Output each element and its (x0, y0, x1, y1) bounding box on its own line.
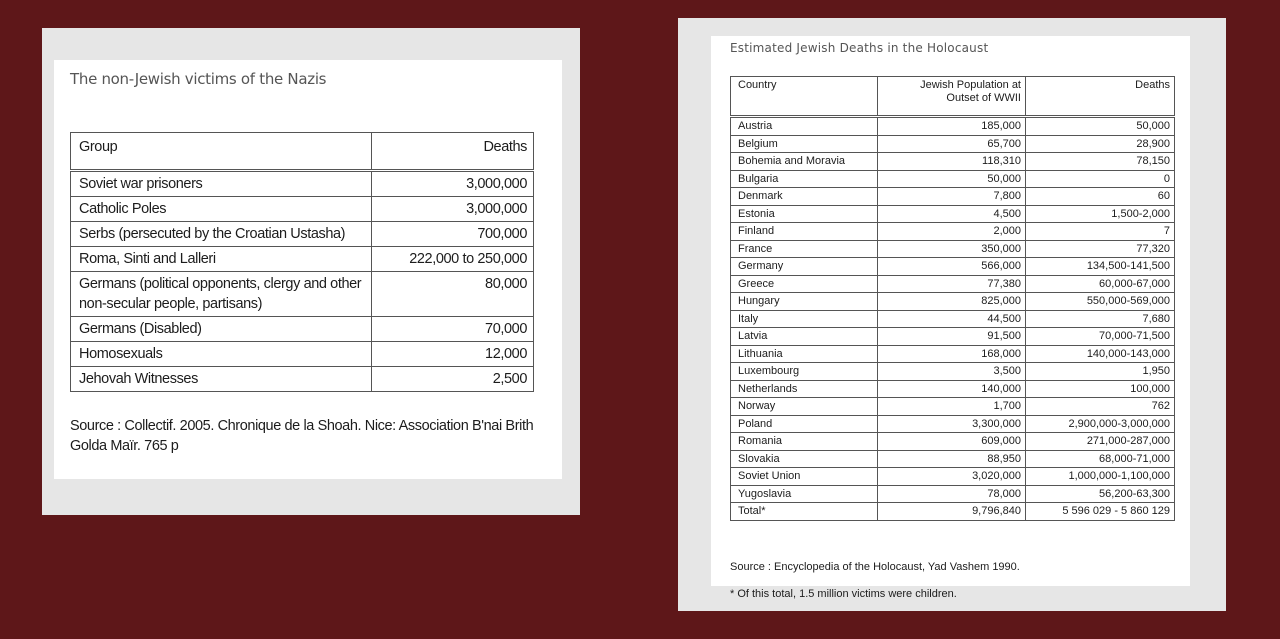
deaths-cell: 1,000,000-1,100,000 (1026, 468, 1175, 486)
table-row (731, 380, 1175, 398)
table-row (731, 450, 1175, 468)
group-cell: Roma, Sinti and Lalleri (71, 247, 372, 272)
deaths-cell: 5 596 029 - 5 860 129 (1026, 503, 1175, 521)
country-cell: Italy (731, 310, 878, 328)
group-cell: Soviet war prisoners (71, 171, 372, 197)
country-cell: Poland (731, 415, 878, 433)
table-row (731, 223, 1175, 241)
header-deaths: Deaths (1026, 77, 1175, 117)
deaths-cell: 50,000 (1026, 117, 1175, 136)
header-country: Country (731, 77, 878, 117)
country-cell: Germany (731, 258, 878, 276)
table-row (71, 197, 534, 222)
country-cell: Belgium (731, 135, 878, 153)
population-cell: 3,300,000 (878, 415, 1026, 433)
population-cell: 7,800 (878, 188, 1026, 206)
table-header-row (731, 77, 1175, 117)
group-cell: Serbs (persecuted by the Croatian Ustasha) (71, 222, 372, 247)
table-row (731, 310, 1175, 328)
deaths-cell: 2,900,000-3,000,000 (1026, 415, 1175, 433)
deaths-cell: 550,000-569,000 (1026, 293, 1175, 311)
table-header-row (71, 133, 534, 171)
left-card-title: The non-Jewish victims of the Nazis (70, 70, 327, 88)
table-row (731, 415, 1175, 433)
header-population: Jewish Population at Outset of WWII (878, 77, 1026, 117)
table-row (731, 275, 1175, 293)
country-cell: Soviet Union (731, 468, 878, 486)
country-cell: Denmark (731, 188, 878, 206)
population-cell: 9,796,840 (878, 503, 1026, 521)
table-row (731, 205, 1175, 223)
population-cell: 44,500 (878, 310, 1026, 328)
deaths-cell: 70,000 (372, 317, 534, 342)
group-cell: Germans (political opponents, clergy and other non-secular people, partisans) (71, 272, 372, 317)
table-row (731, 433, 1175, 451)
table-row (731, 468, 1175, 486)
country-cell: Greece (731, 275, 878, 293)
group-cell: Jehovah Witnesses (71, 367, 372, 392)
deaths-cell: 2,500 (372, 367, 534, 392)
deaths-cell: 3,000,000 (372, 171, 534, 197)
table-row (731, 503, 1175, 521)
population-cell: 2,000 (878, 223, 1026, 241)
table-row (71, 272, 534, 317)
table-row (731, 363, 1175, 381)
population-cell: 88,950 (878, 450, 1026, 468)
deaths-cell: 60 (1026, 188, 1175, 206)
table-row (731, 153, 1175, 171)
country-cell: France (731, 240, 878, 258)
deaths-cell: 3,000,000 (372, 197, 534, 222)
table-row (71, 222, 534, 247)
country-cell: Luxembourg (731, 363, 878, 381)
deaths-cell: 7 (1026, 223, 1175, 241)
deaths-cell: 70,000-71,500 (1026, 328, 1175, 346)
left-card (42, 28, 580, 515)
country-cell: Latvia (731, 328, 878, 346)
country-cell: Lithuania (731, 345, 878, 363)
population-cell: 350,000 (878, 240, 1026, 258)
non-jewish-victims-table (70, 132, 534, 392)
country-cell: Norway (731, 398, 878, 416)
table-row (731, 135, 1175, 153)
deaths-cell: 134,500-141,500 (1026, 258, 1175, 276)
group-cell: Catholic Poles (71, 197, 372, 222)
population-cell: 825,000 (878, 293, 1026, 311)
header-deaths: Deaths (372, 133, 534, 171)
deaths-cell: 56,200-63,300 (1026, 485, 1175, 503)
table-row (731, 258, 1175, 276)
population-cell: 566,000 (878, 258, 1026, 276)
deaths-cell: 271,000-287,000 (1026, 433, 1175, 451)
group-cell: Germans (Disabled) (71, 317, 372, 342)
population-cell: 118,310 (878, 153, 1026, 171)
population-cell: 609,000 (878, 433, 1026, 451)
right-card-title: Estimated Jewish Deaths in the Holocaust (730, 41, 989, 55)
country-cell: Netherlands (731, 380, 878, 398)
table-row (731, 293, 1175, 311)
population-cell: 78,000 (878, 485, 1026, 503)
deaths-cell: 28,900 (1026, 135, 1175, 153)
country-cell: Slovakia (731, 450, 878, 468)
population-cell: 3,500 (878, 363, 1026, 381)
table-row (731, 345, 1175, 363)
deaths-cell: 7,680 (1026, 310, 1175, 328)
table-row (71, 342, 534, 367)
deaths-cell: 100,000 (1026, 380, 1175, 398)
country-cell: Austria (731, 117, 878, 136)
deaths-cell: 700,000 (372, 222, 534, 247)
population-cell: 168,000 (878, 345, 1026, 363)
country-cell: Bohemia and Moravia (731, 153, 878, 171)
left-card-content (54, 60, 562, 479)
table-row (71, 317, 534, 342)
deaths-cell: 80,000 (372, 272, 534, 317)
country-cell: Bulgaria (731, 170, 878, 188)
table-row (71, 247, 534, 272)
table-row (71, 367, 534, 392)
population-cell: 91,500 (878, 328, 1026, 346)
table-row (731, 485, 1175, 503)
right-card-content (711, 36, 1190, 600)
country-cell: Estonia (731, 205, 878, 223)
population-cell: 77,380 (878, 275, 1026, 293)
population-cell: 185,000 (878, 117, 1026, 136)
country-cell: Yugoslavia (731, 485, 878, 503)
table-row (731, 117, 1175, 136)
group-cell: Homosexuals (71, 342, 372, 367)
country-cell: Finland (731, 223, 878, 241)
table-row (731, 188, 1175, 206)
population-cell: 140,000 (878, 380, 1026, 398)
country-cell: Total* (731, 503, 878, 521)
right-source-text: Source : Encyclopedia of the Holocaust, Yad Vashem 1990. (730, 561, 1020, 573)
population-cell: 50,000 (878, 170, 1026, 188)
right-card (678, 18, 1226, 611)
population-cell: 4,500 (878, 205, 1026, 223)
deaths-cell: 77,320 (1026, 240, 1175, 258)
deaths-cell: 1,500-2,000 (1026, 205, 1175, 223)
deaths-cell: 140,000-143,000 (1026, 345, 1175, 363)
deaths-cell: 60,000-67,000 (1026, 275, 1175, 293)
population-cell: 3,020,000 (878, 468, 1026, 486)
deaths-cell: 1,950 (1026, 363, 1175, 381)
deaths-cell: 0 (1026, 170, 1175, 188)
jewish-deaths-table (730, 76, 1175, 521)
deaths-cell: 78,150 (1026, 153, 1175, 171)
deaths-cell: 762 (1026, 398, 1175, 416)
left-source-text: Source : Collectif. 2005. Chronique de la Shoah. Nice: Association B'nai Brith Golda Maïr. 765 p (70, 418, 534, 454)
deaths-cell: 68,000-71,000 (1026, 450, 1175, 468)
deaths-cell: 222,000 to 250,000 (372, 247, 534, 272)
population-cell: 1,700 (878, 398, 1026, 416)
country-cell: Romania (731, 433, 878, 451)
deaths-cell: 12,000 (372, 342, 534, 367)
table-row (731, 240, 1175, 258)
right-footnote: * Of this total, 1.5 million victims were children. (730, 588, 957, 600)
population-cell: 65,700 (878, 135, 1026, 153)
table-row (731, 328, 1175, 346)
table-row (731, 170, 1175, 188)
header-group: Group (71, 133, 372, 171)
country-cell: Hungary (731, 293, 878, 311)
table-row (71, 171, 534, 197)
table-row (731, 398, 1175, 416)
